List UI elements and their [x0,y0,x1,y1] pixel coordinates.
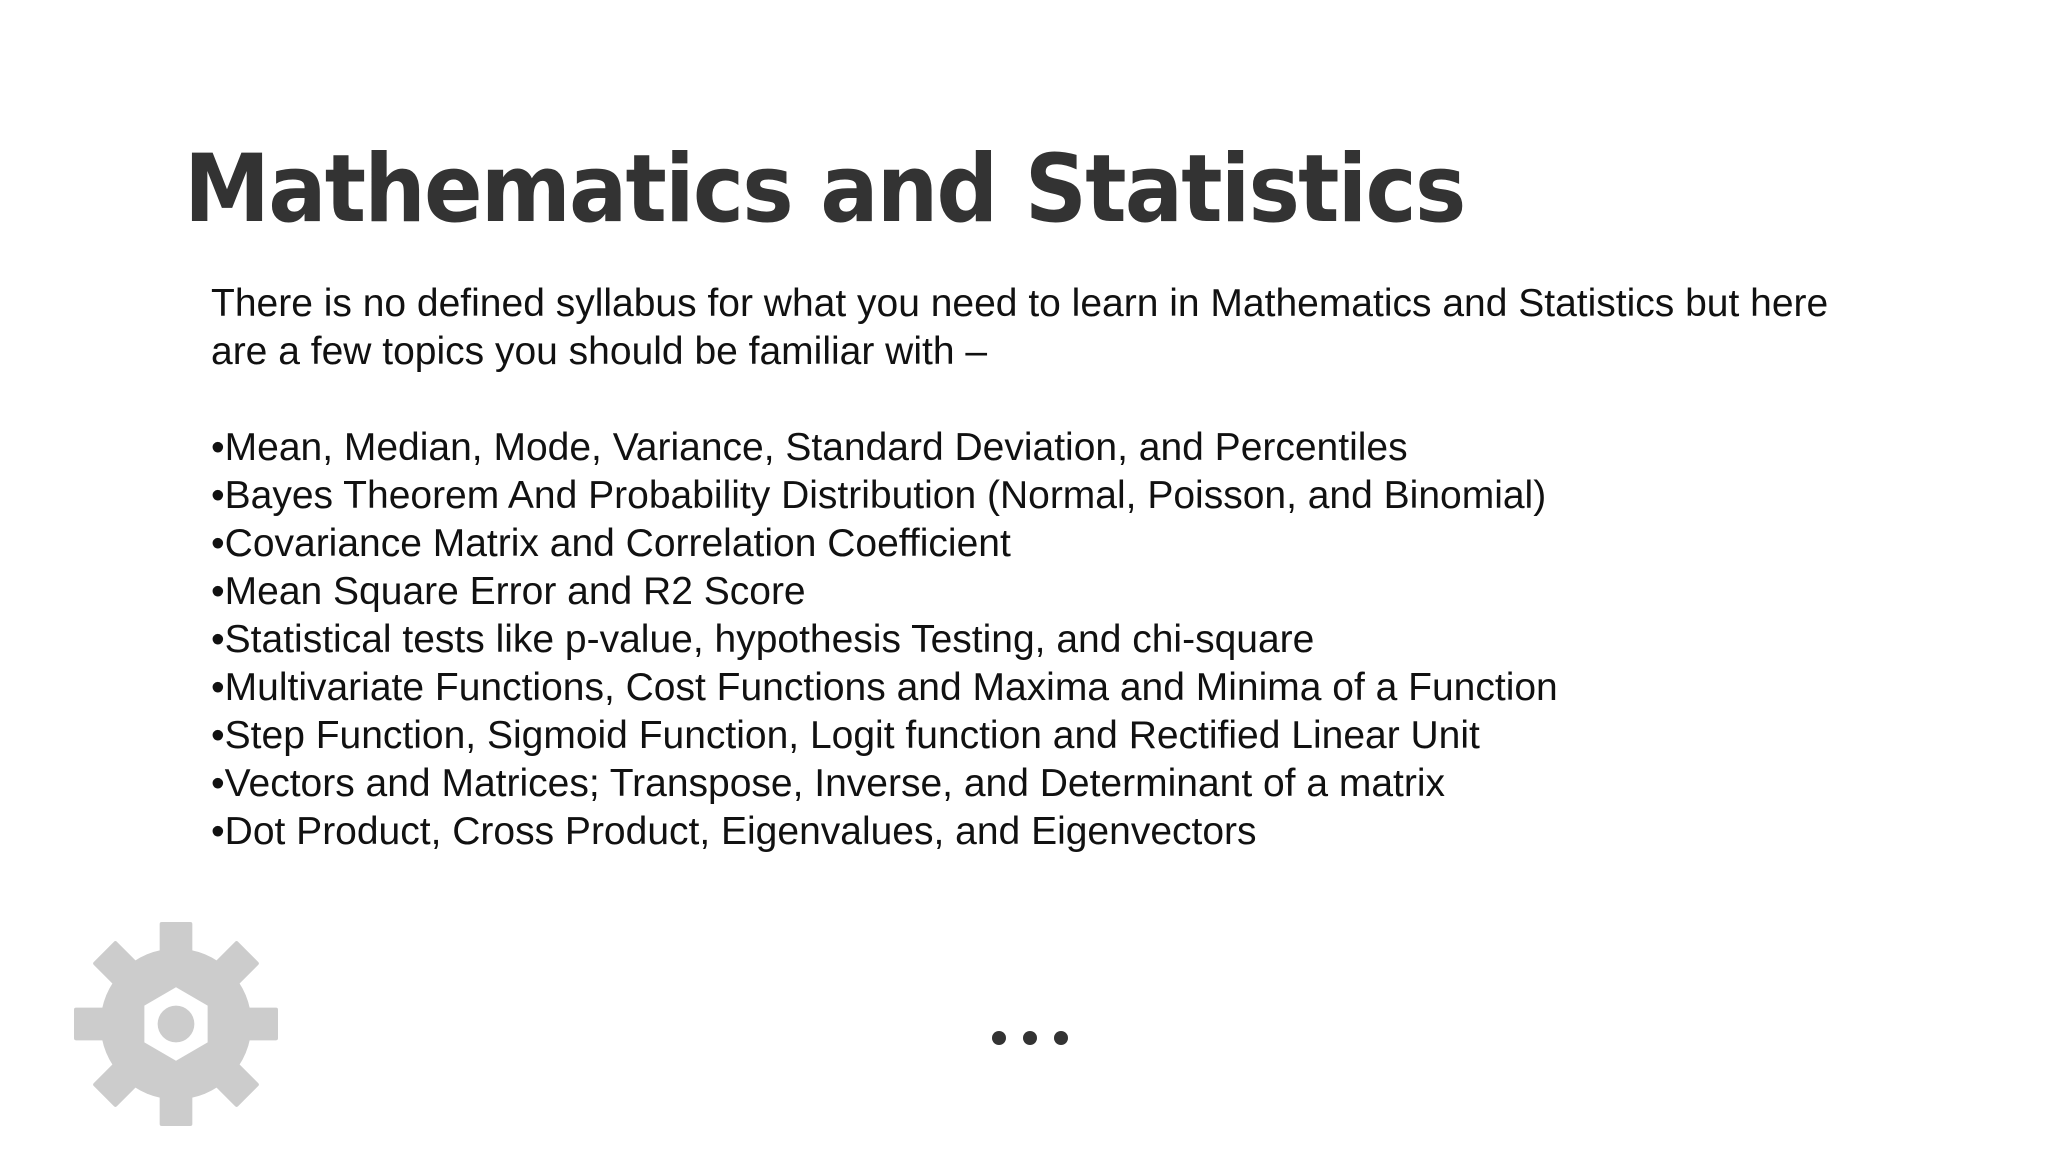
topic-item: •Bayes Theorem And Probability Distribution (Normal, Poisson, and Binomial) [211,474,1547,517]
gear-icon [74,922,278,1126]
slide-title: Mathematics and Statistics [184,135,1465,244]
topic-item: •Dot Product, Cross Product, Eigenvalues, and Eigenvectors [211,810,1257,853]
dot [992,1031,1006,1045]
intro-paragraph: There is no defined syllabus for what you need to learn in Mathematics and Statistics but here are a few topics you should be familiar with – [211,282,1829,373]
topic-item: •Statistical tests like p-value, hypothesis Testing, and chi-square [211,618,1315,661]
topic-item: •Step Function, Sigmoid Function, Logit function and Rectified Linear Unit [211,714,1480,757]
more-dots-icon [992,1028,1068,1048]
slide-body [211,280,1851,856]
topic-list [211,424,1851,856]
topic-item: •Multivariate Functions, Cost Functions and Maxima and Minima of a Function [211,666,1558,709]
dot [1023,1031,1037,1045]
topic-item: •Covariance Matrix and Correlation Coefficient [211,522,1011,565]
topic-item: •Mean Square Error and R2 Score [211,570,806,613]
topic-item: •Mean, Median, Mode, Variance, Standard Deviation, and Percentiles [211,426,1408,469]
topic-item: •Vectors and Matrices; Transpose, Inverse, and Determinant of a matrix [211,762,1446,805]
dot [1054,1031,1068,1045]
